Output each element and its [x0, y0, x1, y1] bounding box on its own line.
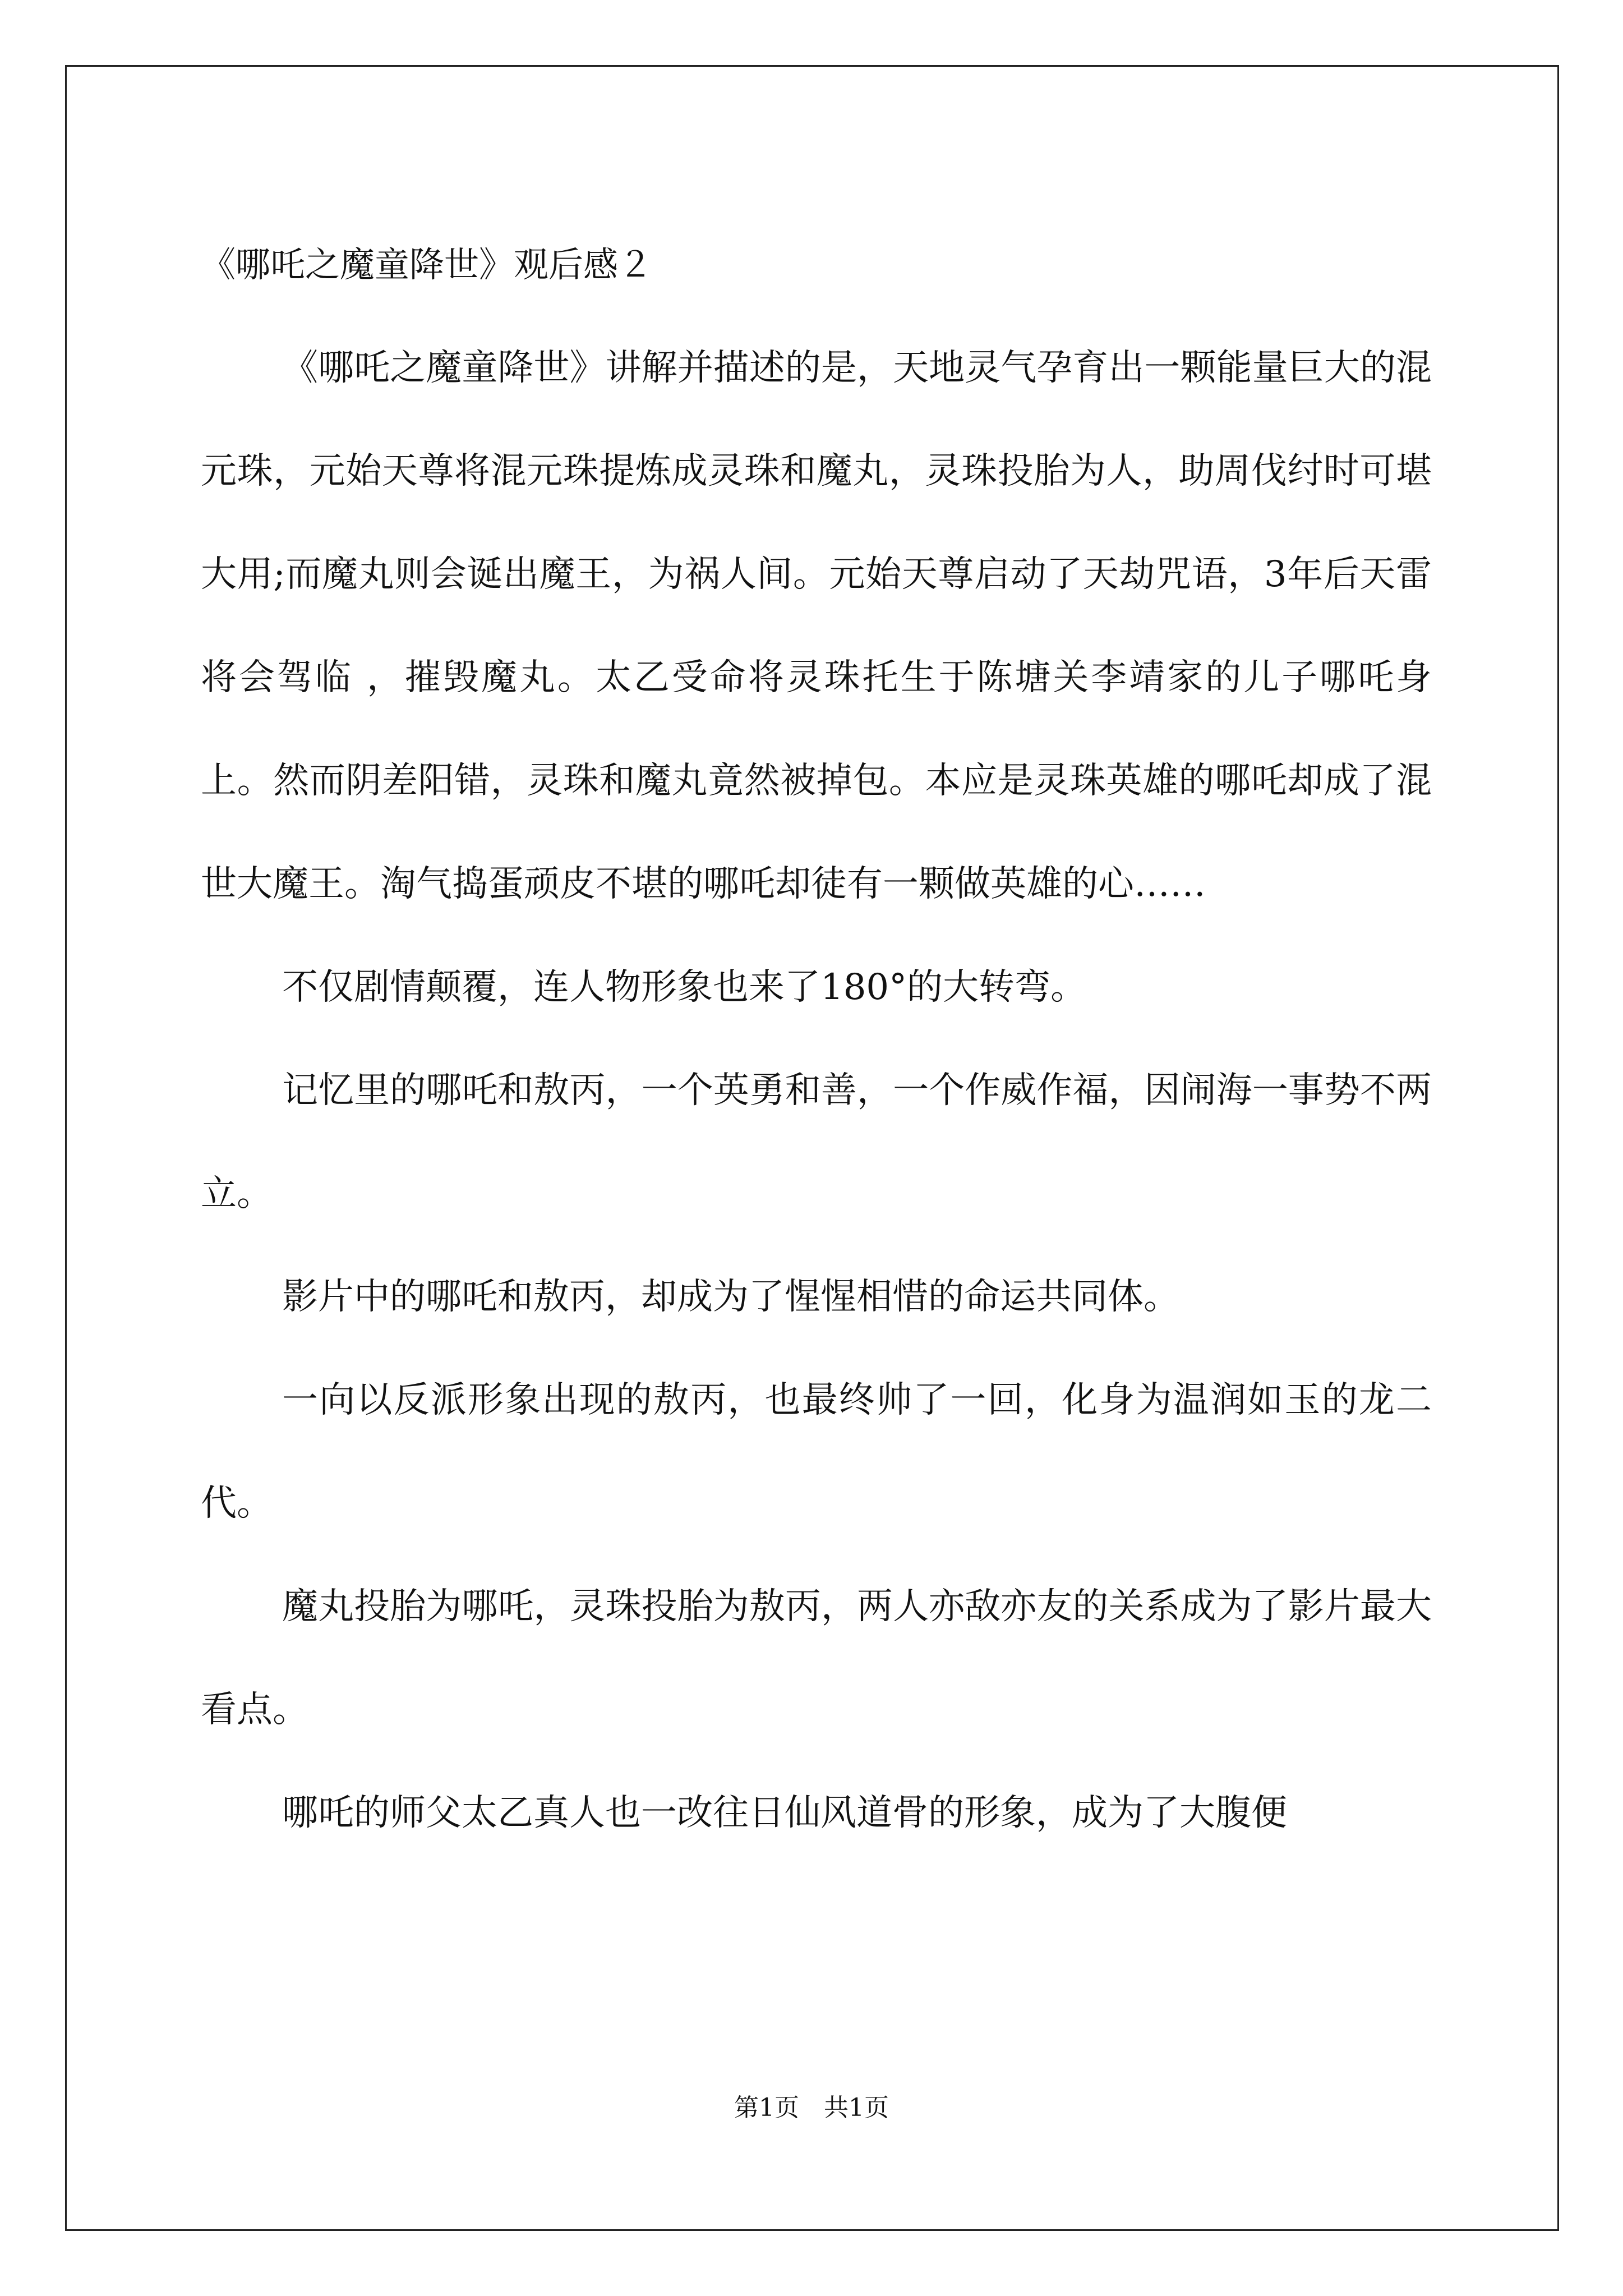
paragraph-4: 影片中的哪吒和敖丙，却成为了惺惺相惜的命运共同体。 — [282, 1276, 1179, 1318]
page-footer — [0, 2091, 1623, 2125]
paragraph-2: 不仅剧情颠覆，连人物形象也来了180°的大转弯。 — [282, 967, 1087, 1008]
paragraph-3: 记忆里的哪吒和敖丙，一个英勇和善，一个作威作福，因闹海一事势不两立。 — [201, 1070, 1432, 1214]
paragraph-7: 哪吒的师父太乙真人也一改往日仙风道骨的形象，成为了大腹便 — [282, 1792, 1287, 1834]
paragraph-1: 《哪吒之魔童降世》讲解并描述的是，天地灵气孕育出一颗能量巨大的混元珠，元始天尊将混元珠提炼成灵珠和魔丸，灵珠投胎为人，助周伐纣时可堪大用;而魔丸则会诞出魔王，为祸人间。元始天尊启动了天劫咒语，3年后天雷将会驾临 ，摧毁魔丸。太乙受命将灵珠托生于陈塘关李靖家的儿子哪吒身上。然而阴差阳错，灵珠和魔丸竟然被掉包。本应是灵珠英雄的哪吒却成了混世大魔王。淘气捣蛋顽皮不堪的哪吒却徒有一颗做英雄的心…… — [201, 347, 1432, 905]
page-number: 第1页 — [734, 2093, 799, 2122]
paragraph-5: 一向以反派形象出现的敖丙，也最终帅了一回，化身为温润如玉的龙二代。 — [201, 1379, 1432, 1524]
document-title: 《哪吒之魔童降世》观后感２ — [201, 244, 653, 285]
paragraph-6: 魔丸投胎为哪吒，灵珠投胎为敖丙，两人亦敌亦友的关系成为了影片最大看点。 — [201, 1586, 1432, 1731]
document-body — [201, 213, 1432, 1865]
page-total: 共1页 — [824, 2093, 889, 2122]
